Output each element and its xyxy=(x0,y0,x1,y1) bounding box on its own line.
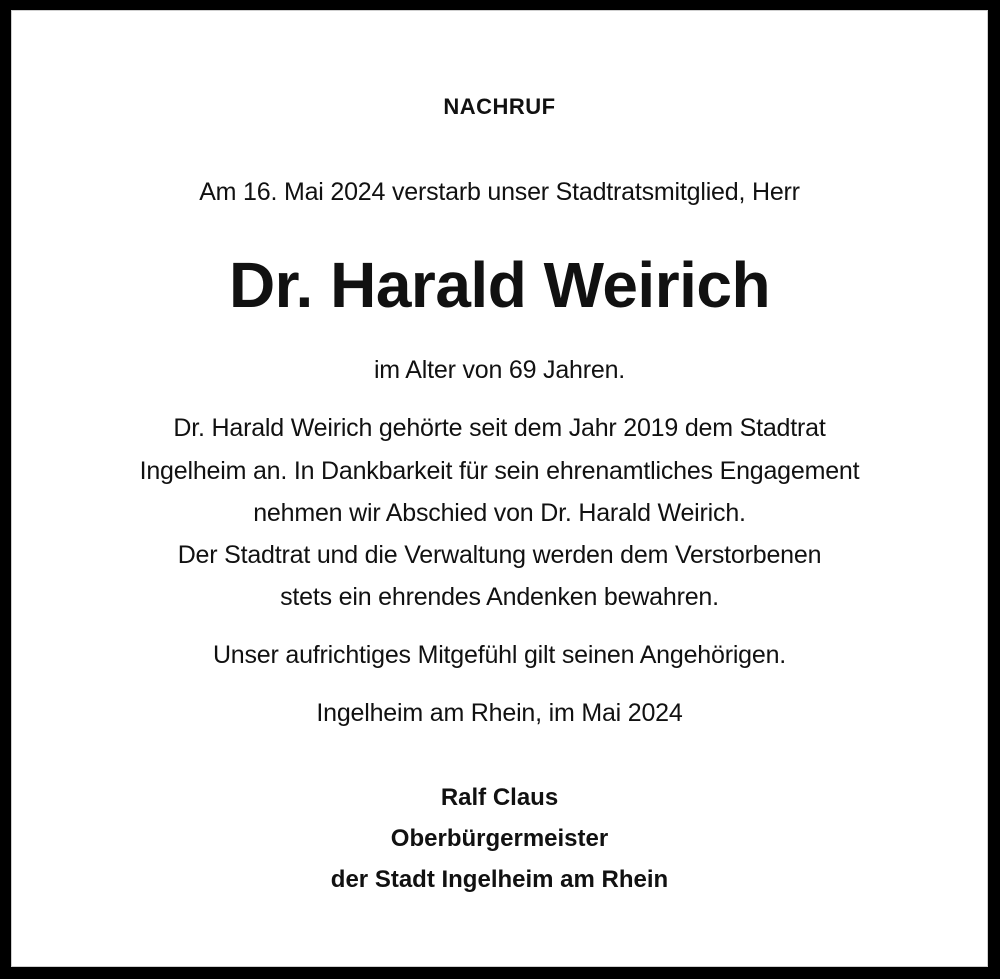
notice-heading: NACHRUF xyxy=(443,94,556,119)
signatory-title: Oberbürgermeister xyxy=(390,825,609,852)
paragraph-line: Ingelheim an. In Dankbarkeit für sein ehrenamtliches Engagement xyxy=(139,457,860,485)
age-text: im Alter von 69 Jahren. xyxy=(373,356,626,384)
deceased-name: Dr. Harald Weirich xyxy=(228,249,771,321)
obituary-notice xyxy=(11,10,988,967)
paragraph-line: Dr. Harald Weirich gehörte seit dem Jahr 2019 dem Stadtrat xyxy=(173,414,826,442)
paragraph-line: stets ein ehrendes Andenken bewahren. xyxy=(280,583,719,611)
paragraph-line: nehmen wir Abschied von Dr. Harald Weirich. xyxy=(253,499,746,527)
paragraph-line: Der Stadtrat und die Verwaltung werden dem Verstorbenen xyxy=(177,541,822,569)
place-date: Ingelheim am Rhein, im Mai 2024 xyxy=(316,699,683,727)
signatory-name: Ralf Claus xyxy=(440,784,559,811)
intro-text: Am 16. Mai 2024 verstarb unser Stadtratsmitglied, Herr xyxy=(199,178,800,206)
condolence-text: Unser aufrichtiges Mitgefühl gilt seinen Angehörigen. xyxy=(212,641,787,669)
signatory-organization: der Stadt Ingelheim am Rhein xyxy=(330,866,669,893)
